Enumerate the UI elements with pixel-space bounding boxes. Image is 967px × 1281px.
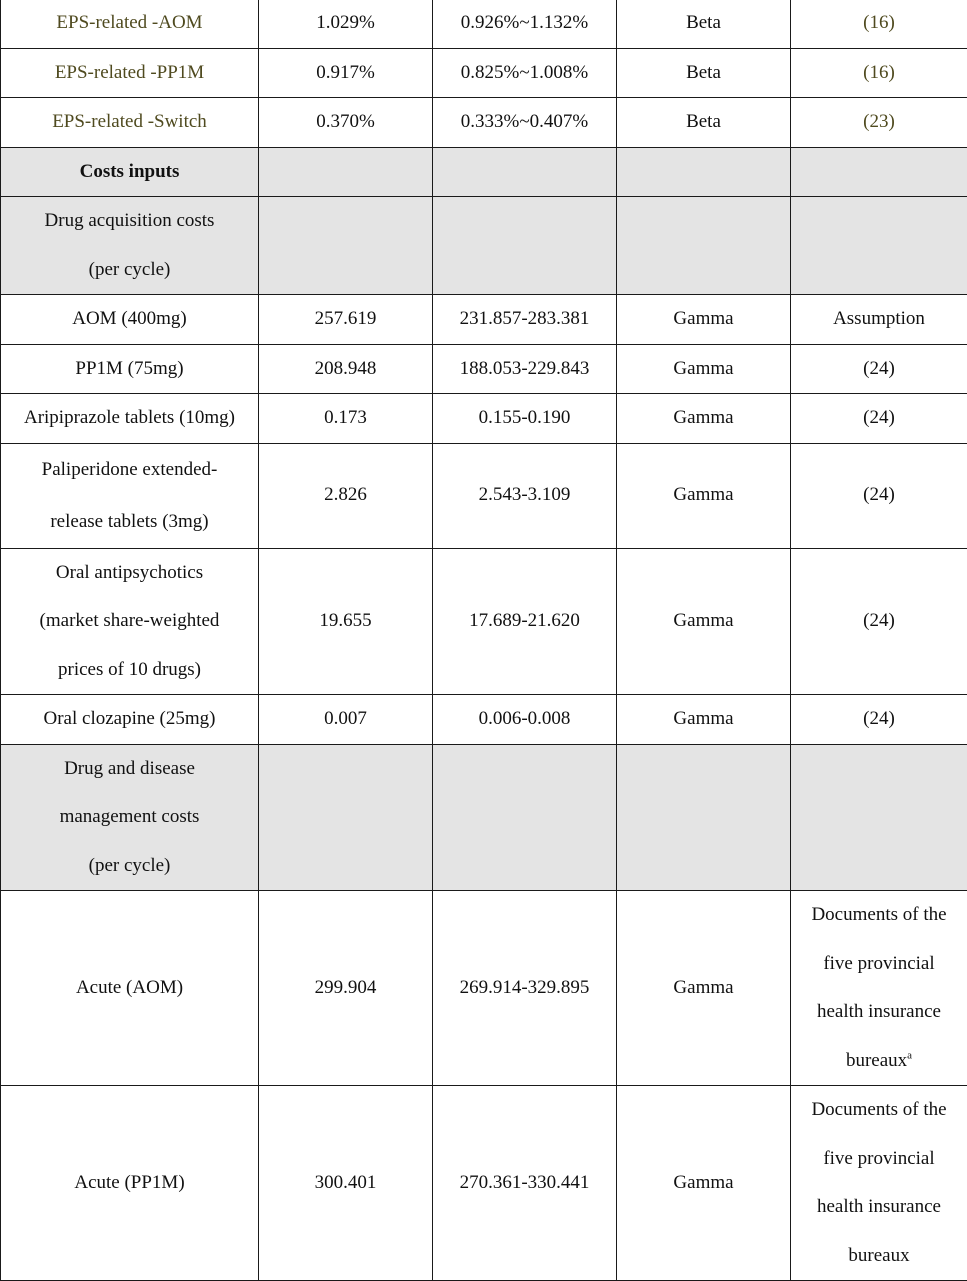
parameter-cell: Oral antipsychotics (market share-weighted prices of 10 drugs) xyxy=(1,548,259,695)
table-row xyxy=(1,443,967,548)
empty-cell xyxy=(433,197,617,295)
empty-cell xyxy=(791,147,967,197)
table-row xyxy=(1,0,967,48)
table-row xyxy=(1,48,967,98)
empty-cell xyxy=(259,197,433,295)
distribution-cell: Gamma xyxy=(617,1086,791,1281)
base-value-cell: 299.904 xyxy=(259,891,433,1086)
base-value-cell: 19.655 xyxy=(259,548,433,695)
parameter-cell: EPS-related -PP1M xyxy=(1,48,259,98)
table-row xyxy=(1,695,967,745)
distribution-cell: Gamma xyxy=(617,548,791,695)
source-cell: Documents of the five provincial health insurance bureaux xyxy=(791,1086,967,1281)
base-value-cell: 208.948 xyxy=(259,344,433,394)
base-value-cell: 0.917% xyxy=(259,48,433,98)
source-cell: (24) xyxy=(791,443,967,548)
distribution-cell: Beta xyxy=(617,0,791,48)
source-cell: (16) xyxy=(791,48,967,98)
range-cell: 269.914-329.895 xyxy=(433,891,617,1086)
base-value-cell: 257.619 xyxy=(259,295,433,345)
distribution-cell: Gamma xyxy=(617,295,791,345)
distribution-cell: Gamma xyxy=(617,443,791,548)
range-cell: 188.053-229.843 xyxy=(433,344,617,394)
table-row xyxy=(1,394,967,444)
distribution-cell: Beta xyxy=(617,98,791,148)
table-row xyxy=(1,548,967,695)
range-cell: 0.333%~0.407% xyxy=(433,98,617,148)
section-label: Costs inputs xyxy=(1,147,259,197)
range-cell: 0.155-0.190 xyxy=(433,394,617,444)
empty-cell xyxy=(259,147,433,197)
base-value-cell: 0.173 xyxy=(259,394,433,444)
empty-cell xyxy=(791,744,967,891)
range-cell: 17.689-21.620 xyxy=(433,548,617,695)
empty-cell xyxy=(791,197,967,295)
distribution-cell: Gamma xyxy=(617,344,791,394)
parameter-cell: Aripiprazole tablets (10mg) xyxy=(1,394,259,444)
source-cell: (24) xyxy=(791,695,967,745)
source-cell: Assumption xyxy=(791,295,967,345)
range-cell: 270.361-330.441 xyxy=(433,1086,617,1281)
source-cell: (24) xyxy=(791,344,967,394)
section-row xyxy=(1,197,967,295)
source-cell: (23) xyxy=(791,98,967,148)
table-row xyxy=(1,891,967,1086)
section-label: Drug acquisition costs (per cycle) xyxy=(1,197,259,295)
parameter-cell: EPS-related -AOM xyxy=(1,0,259,48)
base-value-cell: 0.007 xyxy=(259,695,433,745)
base-value-cell: 300.401 xyxy=(259,1086,433,1281)
empty-cell xyxy=(433,147,617,197)
parameter-cell: PP1M (75mg) xyxy=(1,344,259,394)
parameter-cell: Oral clozapine (25mg) xyxy=(1,695,259,745)
distribution-cell: Gamma xyxy=(617,695,791,745)
source-cell: (16) xyxy=(791,0,967,48)
distribution-cell: Beta xyxy=(617,48,791,98)
base-value-cell: 1.029% xyxy=(259,0,433,48)
range-cell: 0.825%~1.008% xyxy=(433,48,617,98)
section-label: Drug and disease management costs (per cycle) xyxy=(1,744,259,891)
table-row xyxy=(1,295,967,345)
section-row xyxy=(1,147,967,197)
empty-cell xyxy=(617,147,791,197)
section-row xyxy=(1,744,967,891)
distribution-cell: Gamma xyxy=(617,891,791,1086)
range-cell: 0.926%~1.132% xyxy=(433,0,617,48)
empty-cell xyxy=(617,744,791,891)
parameter-cell: Acute (PP1M) xyxy=(1,1086,259,1281)
footnote-marker: a xyxy=(907,1049,912,1061)
parameter-text: Paliperidone extended- release tablets (3mg) xyxy=(42,459,218,532)
base-value-cell: 2.826 xyxy=(259,443,433,548)
source-cell xyxy=(791,891,967,1086)
table-row xyxy=(1,1086,967,1281)
parameter-cell: AOM (400mg) xyxy=(1,295,259,345)
source-cell: (24) xyxy=(791,394,967,444)
distribution-cell: Gamma xyxy=(617,394,791,444)
parameter-cell: EPS-related -Switch xyxy=(1,98,259,148)
parameter-cell: Acute (AOM) xyxy=(1,891,259,1086)
range-cell: 0.006-0.008 xyxy=(433,695,617,745)
range-cell: 2.543-3.109 xyxy=(433,443,617,548)
empty-cell xyxy=(617,197,791,295)
base-value-cell: 0.370% xyxy=(259,98,433,148)
empty-cell xyxy=(433,744,617,891)
source-cell: (24) xyxy=(791,548,967,695)
table-body xyxy=(1,0,967,1281)
source-text: Documents of the five provincial health insurance bureaux xyxy=(811,904,946,1071)
range-cell: 231.857-283.381 xyxy=(433,295,617,345)
empty-cell xyxy=(259,744,433,891)
table-row xyxy=(1,98,967,148)
table-row xyxy=(1,344,967,394)
parameter-cell xyxy=(1,443,259,548)
